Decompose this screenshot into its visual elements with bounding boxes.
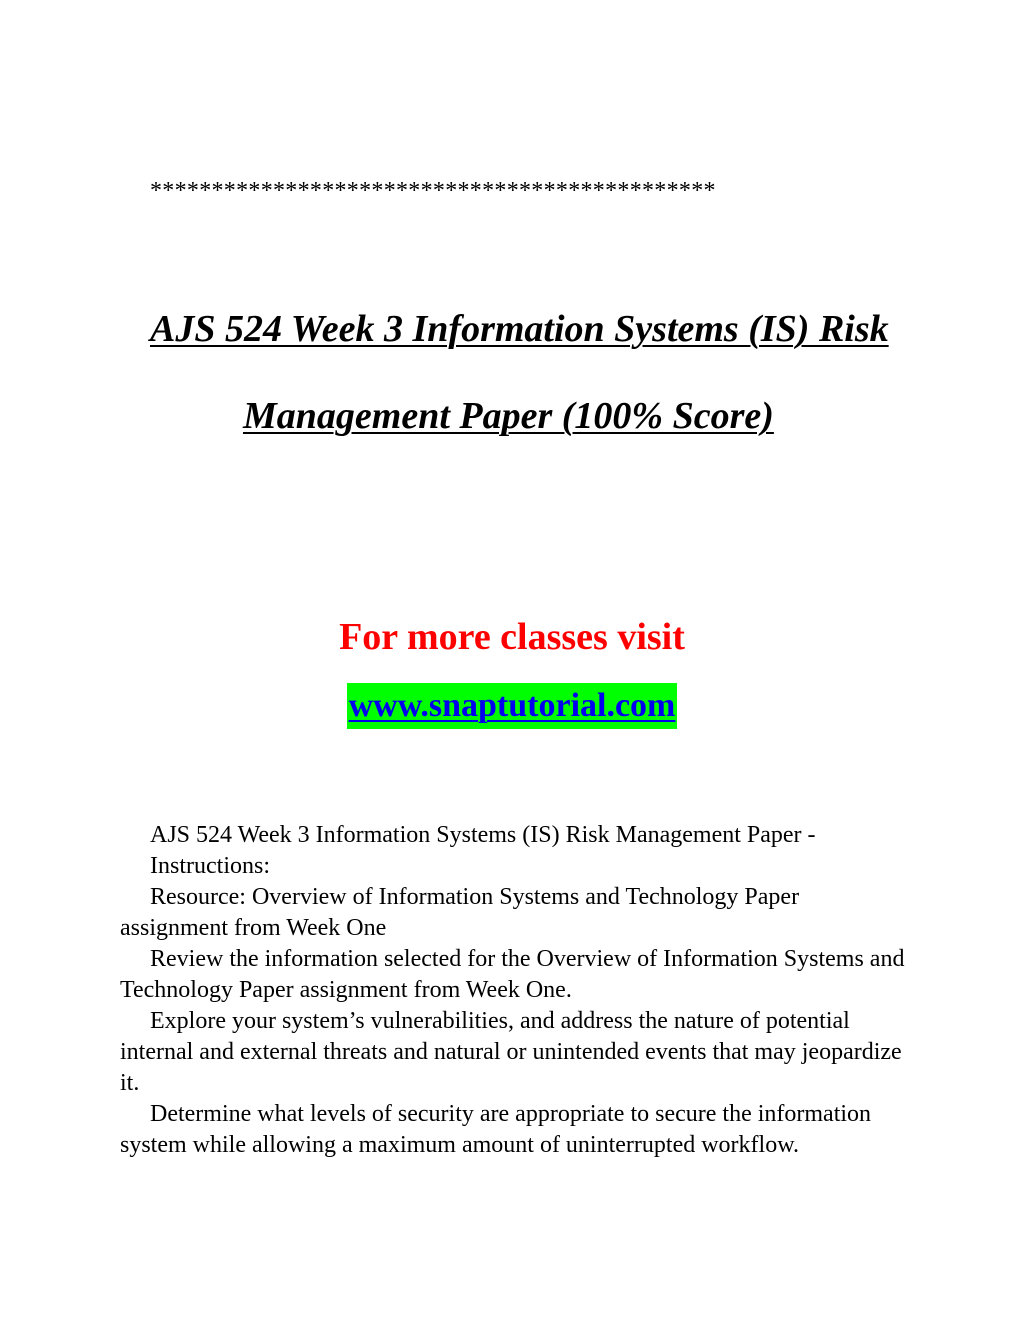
paragraph-heading: AJS 524 Week 3 Information Systems (IS) Risk Management Paper - Instructions: <box>150 822 816 879</box>
paragraph-determine: Determine what levels of security are appropriate to secure the information system while allowing a maximum amount of uninterrupted workflow. <box>120 1101 872 1158</box>
paragraph-review: Review the information selected for the Overview of Information Systems and Technology Paper assignment from Week One. <box>120 946 905 1003</box>
paragraph-resource: Resource: Overview of Information Systems and Technology Paper assignment from Week One <box>120 884 800 941</box>
website-link[interactable]: www.snaptutorial.com <box>347 683 678 729</box>
document-title-line-1: AJS 524 Week 3 Information Systems (IS) Risk <box>150 308 889 350</box>
instructions-body <box>120 820 910 1161</box>
visit-text: For more classes visit <box>339 616 685 658</box>
paragraph-explore: Explore your system’s vulnerabilities, and address the nature of potential internal and external threats and natural or unintended events that may jeopardize it. <box>120 1008 902 1096</box>
website-container <box>0 683 1024 729</box>
separator-stars: ********************************************** <box>150 178 716 204</box>
document-title-line-2: Management Paper (100% Score) <box>243 395 774 437</box>
